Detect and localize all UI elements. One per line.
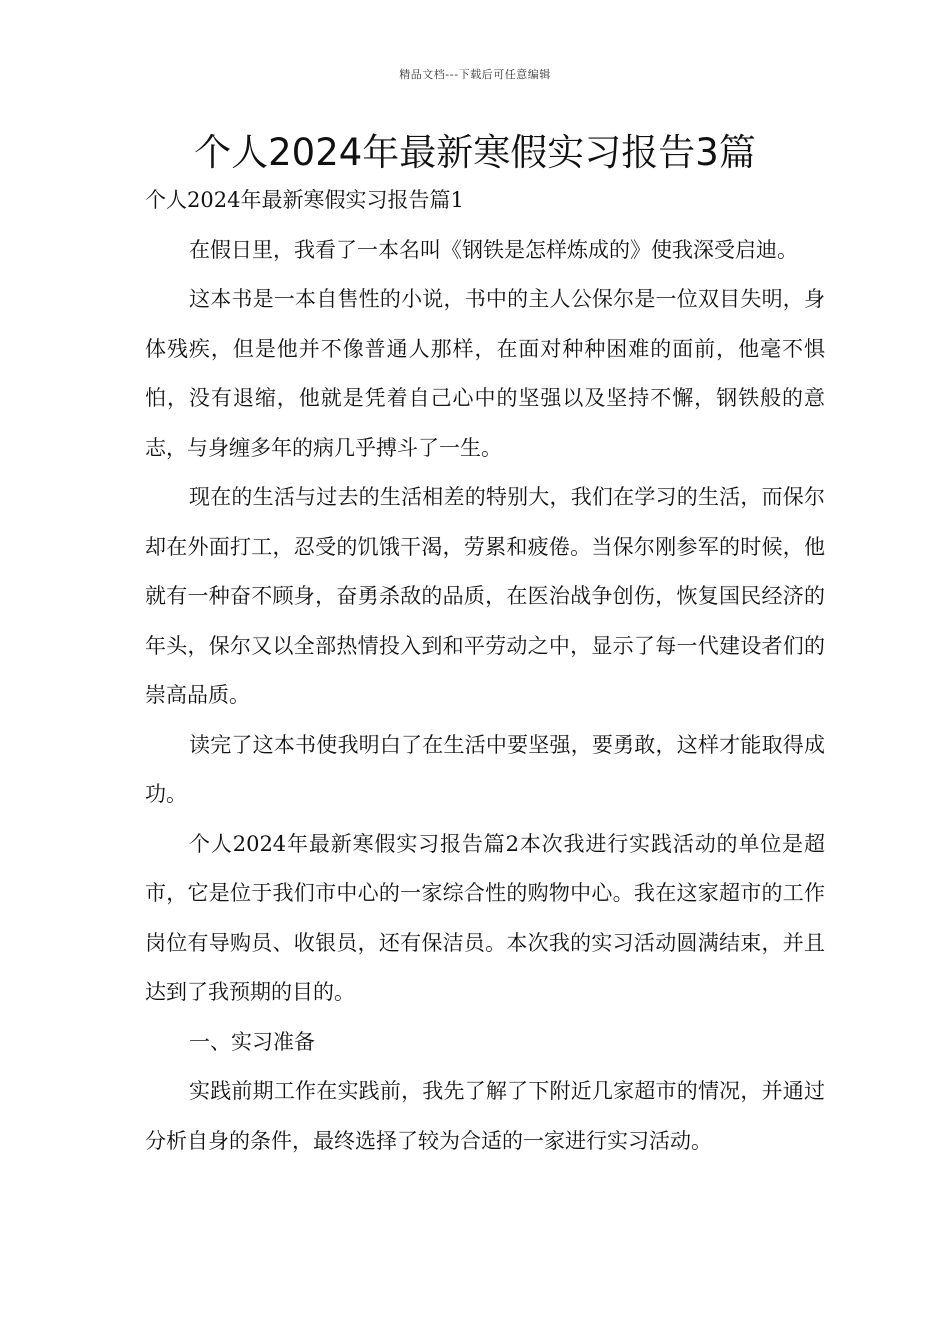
paragraph: 实践前期工作在实践前，我先了解了下附近几家超市的情况，并通过分析自身的条件，最终选择了较为合适的一家进行实习活动。	[145, 1079, 825, 1153]
paragraph: 在假日里，我看了一本名叫《钢铁是怎样炼成的》使我深受启迪。	[189, 237, 798, 262]
paragraph: 这本书是一本自售性的小说，书中的主人公保尔是一位双目失明，身体残疾，但是他并不像普通人那样，在面对种种困难的面前，他毫不惧怕，没有退缩，他就是凭着自己心中的坚强以及坚持不懈，钢铁般的意志，与身缠多年的病几乎搏斗了一生。	[145, 287, 825, 460]
header-note: 精品文档---下载后可任意编辑	[399, 68, 551, 81]
document-title: 个人2024年最新寒假实习报告3篇	[194, 131, 756, 174]
paragraph: 读完了这本书使我明白了在生活中要坚强，要勇敢，这样才能取得成功。	[145, 732, 825, 806]
document-body	[145, 176, 825, 1166]
paragraph: 个人2024年最新寒假实习报告篇2本次我进行实践活动的单位是超市，它是位于我们市中心的一家综合性的购物中心。我在这家超市的工作岗位有导购员、收银员，还有保洁员。本次我的实习活动圆满结束，并且达到了我预期的目的。	[145, 831, 825, 1004]
subsection-heading: 一、实习准备	[189, 1029, 315, 1054]
paragraph: 现在的生活与过去的生活相差的特别大，我们在学习的生活，而保尔却在外面打工，忍受的饥饿干渴，劳累和疲倦。当保尔刚参军的时候，他就有一种奋不顾身，奋勇杀敌的品质，在医治战争创伤，恢复国民经济的年头，保尔又以全部热情投入到和平劳动之中，显示了每一代建设者们的崇高品质。	[145, 485, 825, 707]
section-heading: 个人2024年最新寒假实习报告篇1	[145, 188, 464, 212]
